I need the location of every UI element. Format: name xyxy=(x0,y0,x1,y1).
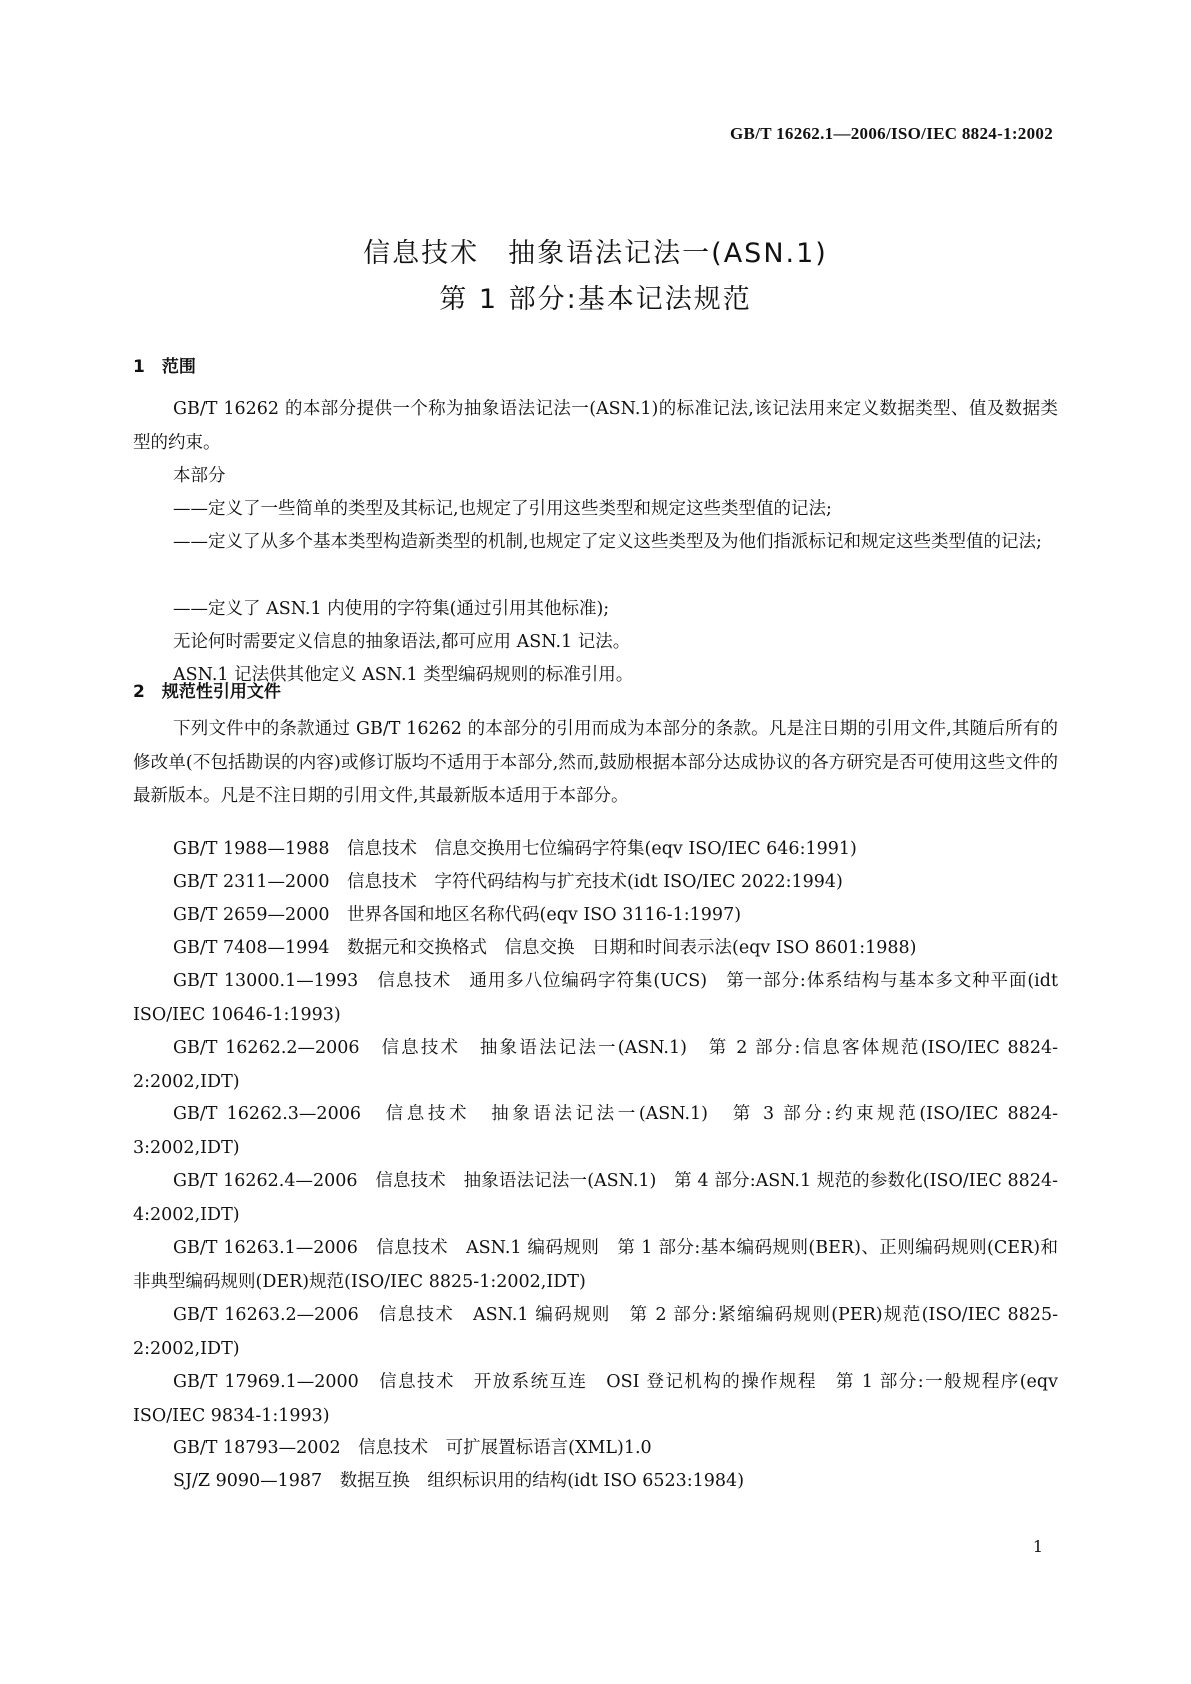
references-intro: 下列文件中的条款通过 GB/T 16262 的本部分的引用而成为本部分的条款。凡是注日期的引用文件,其随后所有的修改单(不包括勘误的内容)或修订版均不适用于本部分,然而,鼓励根据本部分达成协议的各方研究是否可使用这些文件的最新版本。凡是不注日期的引用文件,其最新版本适用于本部分。 xyxy=(133,719,1058,806)
scope-item-2: ——定义了从多个基本类型构造新类型的机制,也规定了定义这些类型及为他们指派标记和规定这些类型值的记法; xyxy=(173,532,1042,552)
standard-number-header: GB/T 16262.1—2006/ISO/IEC 8824-1:2002 xyxy=(730,124,1053,143)
reference-item: GB/T 17969.1—2000 信息技术 开放系统互连 OSI 登记机构的操作规程 第 1 部分:一般规程序(eqv ISO/IEC 9834-1:1993) xyxy=(133,1372,1058,1426)
reference-item: GB/T 7408—1994 数据元和交换格式 信息交换 日期和时间表示法(eqv ISO 8601:1988) xyxy=(173,938,917,958)
page-number: 1 xyxy=(1032,1537,1043,1556)
scope-item-1: ——定义了一些简单的类型及其标记,也规定了引用这些类型和规定这些类型值的记法; xyxy=(173,499,832,519)
scope-paragraph: GB/T 16262 的本部分提供一个称为抽象语法记法一(ASN.1)的标准记法,该记法用来定义数据类型、值及数据类型的约束。 xyxy=(133,399,1058,453)
scope-paragraph-3: 无论何时需要定义信息的抽象语法,都可应用 ASN.1 记法。 xyxy=(173,632,631,652)
reference-item: GB/T 16262.4—2006 信息技术 抽象语法记法一(ASN.1) 第 4 部分:ASN.1 规范的参数化(ISO/IEC 8824-4:2002,IDT) xyxy=(133,1171,1058,1225)
reference-item: GB/T 1988—1988 信息技术 信息交换用七位编码字符集(eqv ISO/IEC 646:1991) xyxy=(173,839,857,859)
scope-part-label: 本部分 xyxy=(173,466,226,486)
reference-item: GB/T 2311—2000 信息技术 字符代码结构与扩充技术(idt ISO/IEC 2022:1994) xyxy=(173,872,843,892)
reference-item: GB/T 2659—2000 世界各国和地区名称代码(eqv ISO 3116-1:1997) xyxy=(173,905,742,925)
reference-item: GB/T 16262.2—2006 信息技术 抽象语法记法一(ASN.1) 第 2 部分:信息客体规范(ISO/IEC 8824-2:2002,IDT) xyxy=(133,1038,1058,1092)
reference-item: SJ/Z 9090—1987 数据互换 组织标识用的结构(idt ISO 6523:1984) xyxy=(173,1471,745,1491)
document-title-line2: 第 1 部分:基本记法规范 xyxy=(439,284,752,315)
scope-item-3: ——定义了 ASN.1 内使用的字符集(通过引用其他标准); xyxy=(173,599,610,619)
reference-item: GB/T 16262.3—2006 信息技术 抽象语法记法一(ASN.1) 第 3 部分:约束规范(ISO/IEC 8824-3:2002,IDT) xyxy=(133,1104,1058,1158)
section-1-heading: 1 范围 xyxy=(133,357,196,377)
reference-item: GB/T 13000.1—1993 信息技术 通用多八位编码字符集(UCS) 第一部分:体系结构与基本多文种平面(idt ISO/IEC 10646-1:1993) xyxy=(133,971,1058,1025)
reference-item: GB/T 16263.2—2006 信息技术 ASN.1 编码规则 第 2 部分:紧缩编码规则(PER)规范(ISO/IEC 8825-2:2002,IDT) xyxy=(133,1305,1058,1359)
scope-paragraph-4: ASN.1 记法供其他定义 ASN.1 类型编码规则的标准引用。 xyxy=(173,665,634,685)
section-2-heading: 2 规范性引用文件 xyxy=(133,682,281,702)
reference-item: GB/T 16263.1—2006 信息技术 ASN.1 编码规则 第 1 部分:基本编码规则(BER)、正则编码规则(CER)和非典型编码规则(DER)规范(ISO/IEC 8825-1:2002,IDT) xyxy=(133,1238,1058,1292)
reference-item: GB/T 18793—2002 信息技术 可扩展置标语言(XML)1.0 xyxy=(173,1438,652,1458)
document-title-line1: 信息技术 抽象语法记法一(ASN.1) xyxy=(363,238,828,269)
